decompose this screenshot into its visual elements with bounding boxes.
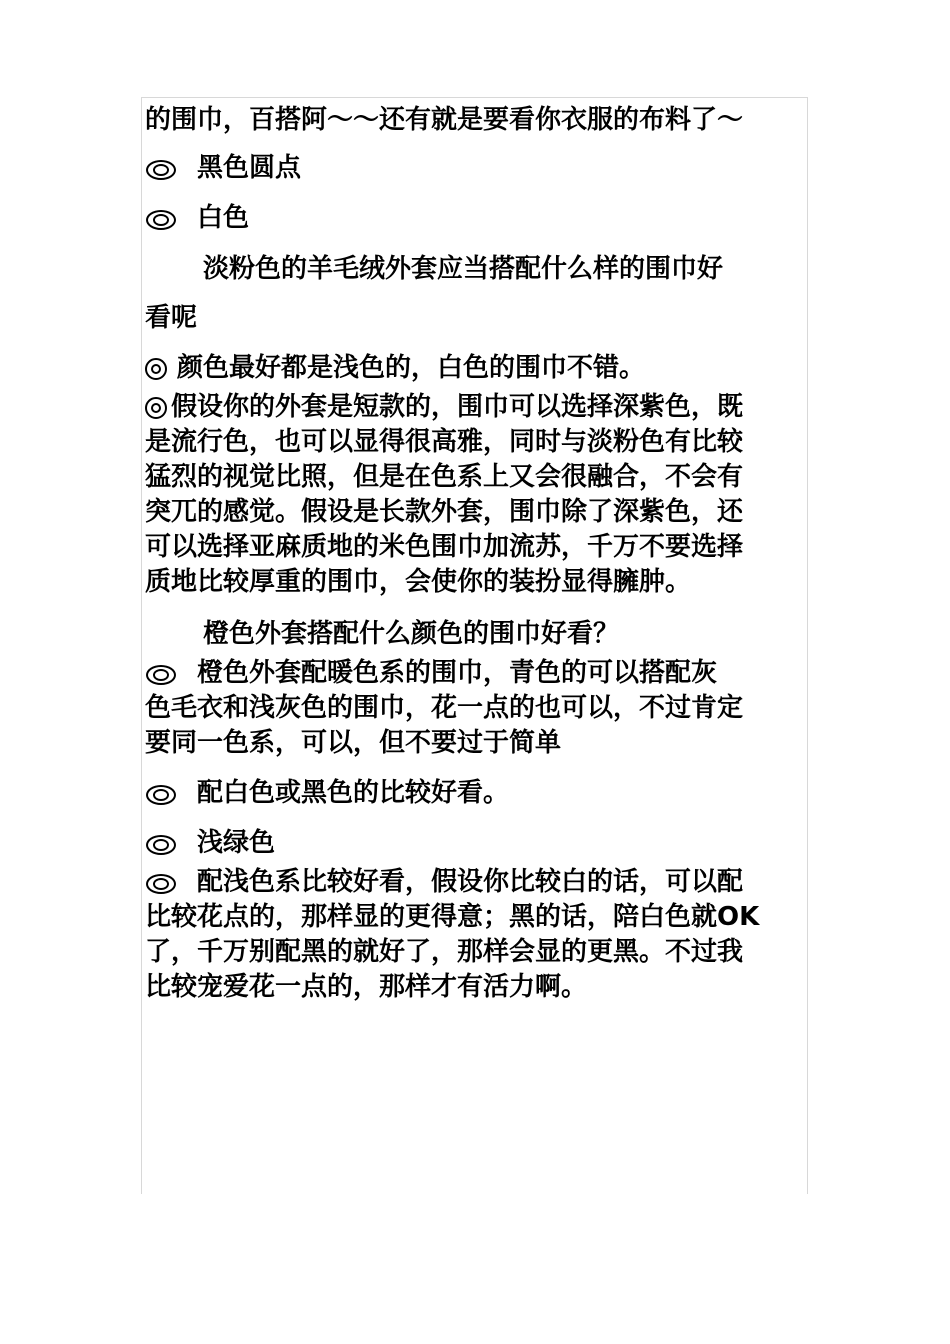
double-ring-bullet-icon	[145, 209, 175, 229]
answer-paragraph	[145, 656, 805, 761]
answer-paragraph	[145, 351, 805, 386]
double-ring-bullet-icon	[145, 834, 175, 854]
answer-text: 浅绿色	[197, 828, 276, 858]
question-line: 看呢	[145, 303, 198, 333]
small-ring-bullet-icon	[145, 358, 167, 380]
answer-text: 颜色最好都是浅色的，白色的围巾不错。	[177, 353, 646, 383]
list-item-label: 黑色圆点	[197, 153, 302, 183]
answer-line: 了，千万别配黑的就好了，那样会显的更黑。不过我	[145, 937, 744, 967]
question-heading-2	[145, 617, 805, 652]
double-ring-bullet-icon	[145, 159, 175, 179]
answer-line: 比较宠爱花一点的，那样才有活力啊。	[145, 972, 588, 1002]
answer-line: 是流行色，也可以显得很高雅，同时与淡粉色有比较	[145, 427, 744, 457]
answer-line: 假设你的外套是短款的，围巾可以选择深紫色，既	[171, 392, 744, 422]
double-ring-bullet-icon	[145, 784, 175, 804]
answer-line: 要同一色系，可以，但不要过于简单	[145, 728, 562, 758]
small-ring-bullet-icon	[145, 397, 167, 419]
list-item-label: 白色	[197, 203, 250, 233]
answer-line: 可以选择亚麻质地的米色围巾加流苏，千万不要选择	[145, 532, 744, 562]
question-line: 淡粉色的羊毛绒外套应当搭配什么样的围巾好	[203, 254, 724, 284]
question-heading-1-cont	[145, 301, 805, 336]
list-item-black-dots	[145, 151, 805, 186]
answer-line: 配浅色系比较好看，假设你比较白的话，可以配	[197, 867, 744, 897]
question-heading-1	[145, 252, 805, 287]
double-ring-bullet-icon	[145, 873, 175, 893]
answer-paragraph	[145, 826, 805, 861]
answer-line: 色毛衣和浅灰色的围巾，花一点的也可以，不过肯定	[145, 693, 744, 723]
answer-line: 突兀的感觉。假设是长款外套，围巾除了深紫色，还	[145, 497, 744, 527]
answer-paragraph	[145, 776, 805, 811]
paragraph-line: 的围巾，百搭阿～～还有就是要看你衣服的布料了～	[145, 105, 744, 135]
answer-text: 配白色或黑色的比较好看。	[197, 778, 510, 808]
answer-line: 猛烈的视觉比照，但是在色系上又会很融合，不会有	[145, 462, 744, 492]
answer-line: 比较花点的，那样显的更得意；黑的话，陪白色就OK	[145, 902, 760, 932]
answer-paragraph	[145, 865, 805, 1005]
question-line: 橙色外套搭配什么颜色的围巾好看？	[203, 619, 620, 649]
answer-line: 橙色外套配暖色系的围巾，青色的可以搭配灰	[197, 658, 718, 688]
document-text	[145, 103, 805, 138]
list-item-white	[145, 201, 805, 236]
answer-line: 质地比较厚重的围巾，会使你的装扮显得臃肿。	[145, 567, 692, 597]
answer-paragraph	[145, 390, 805, 600]
double-ring-bullet-icon	[145, 664, 175, 684]
